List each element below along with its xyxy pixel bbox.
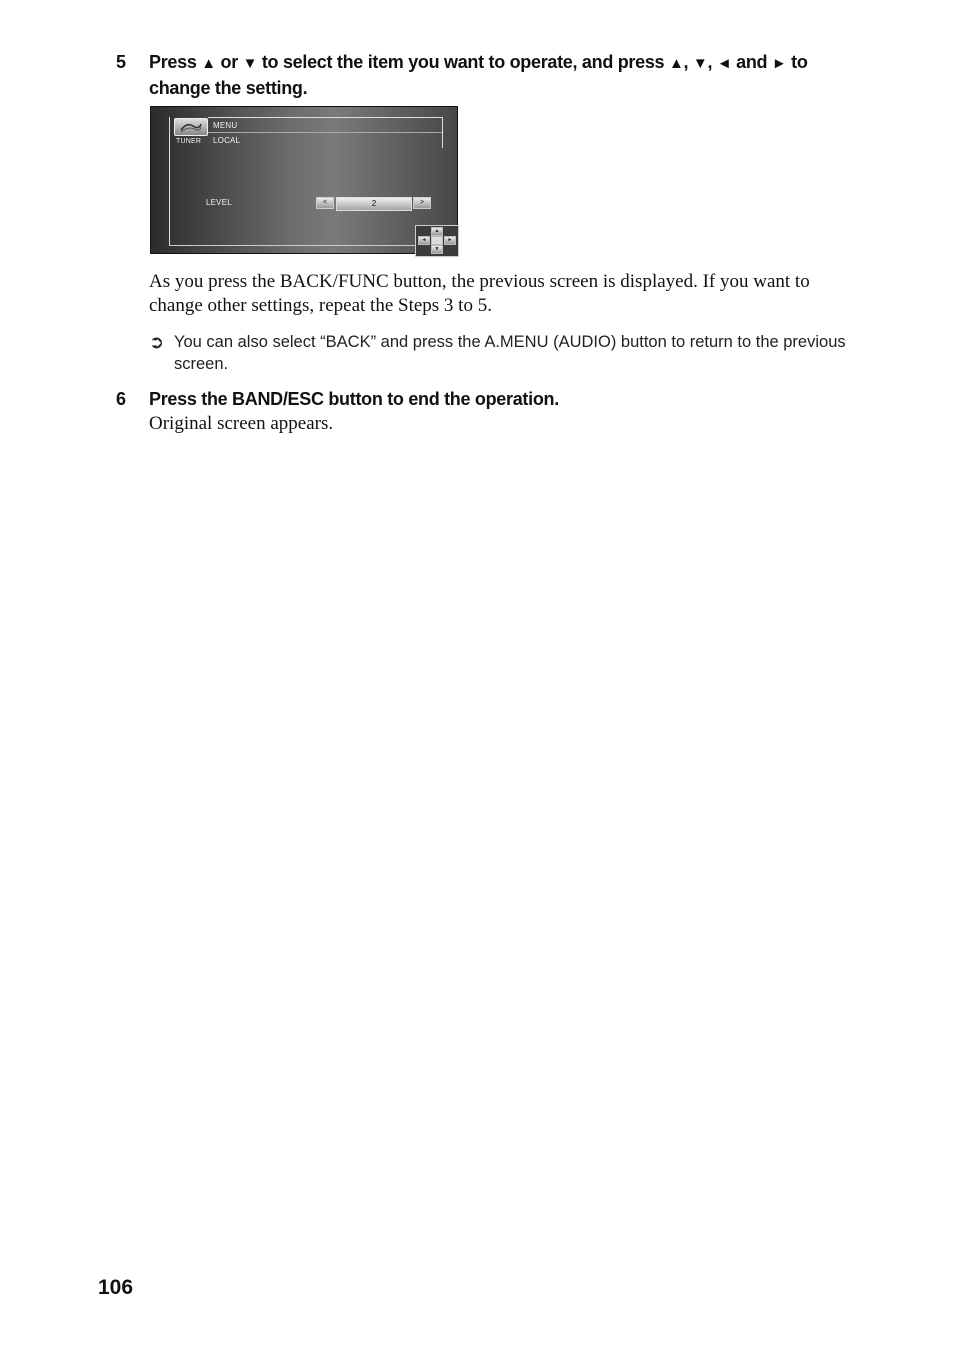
tuner-label: TUNER [176, 138, 202, 145]
step-5-text: to [786, 52, 808, 72]
level-value-field: 2 [336, 197, 412, 211]
device-screenshot [150, 106, 458, 254]
down-triangle-icon: ▼ [242, 55, 258, 72]
pad-center-icon [431, 236, 443, 245]
level-increase-button[interactable]: > [413, 197, 431, 209]
pad-left-icon: ◄ [418, 236, 430, 245]
step-5-text-line2: change the setting. [149, 78, 308, 98]
step-5-text: , [683, 52, 693, 72]
down-triangle-icon: ▼ [692, 55, 708, 72]
right-triangle-icon: ► [771, 55, 787, 72]
left-triangle-icon: ◄ [716, 55, 732, 72]
step-5-text: or [215, 52, 243, 72]
level-decrease-button[interactable]: < [316, 197, 334, 209]
pad-up-icon: ▲ [431, 227, 443, 236]
source-logo-icon [174, 118, 208, 136]
up-triangle-icon: ▲ [668, 55, 684, 72]
step-6-body: Original screen appears. [149, 413, 334, 434]
paragraph-line1: As you press the BACK/FUNC button, the previous screen is displayed. If you want to [149, 271, 810, 292]
screen-frame [169, 117, 453, 252]
step-5-text: , [707, 52, 717, 72]
pad-right-icon: ► [444, 236, 456, 245]
step-5-text: Press [149, 52, 202, 72]
step-5-instruction [149, 50, 808, 100]
note-arrow-icon: ➲ [149, 332, 165, 352]
up-triangle-icon: ▲ [201, 55, 216, 72]
pad-down-icon: ▼ [431, 245, 443, 254]
step-6-title: Press the BAND/ESC button to end the operation. [149, 389, 559, 409]
note-text: You can also select “BACK” and press the A.MENU (AUDIO) button to return to the previous screen. [174, 333, 846, 373]
step-5-text: to select the item you want to operate, and press [257, 52, 669, 72]
step-5-number: 5 [116, 52, 127, 72]
level-label: LEVEL [206, 198, 232, 207]
step-6-number: 6 [116, 389, 127, 409]
local-label: LOCAL [213, 136, 241, 145]
menu-label: MENU [213, 121, 238, 130]
page-number: 106 [98, 1276, 134, 1299]
header-divider [208, 132, 442, 133]
step-5-text: and [731, 52, 772, 72]
paragraph-line2: change other settings, repeat the Steps 3 to 5. [149, 295, 492, 316]
joystick-pad [415, 225, 459, 257]
paragraph [149, 270, 810, 318]
